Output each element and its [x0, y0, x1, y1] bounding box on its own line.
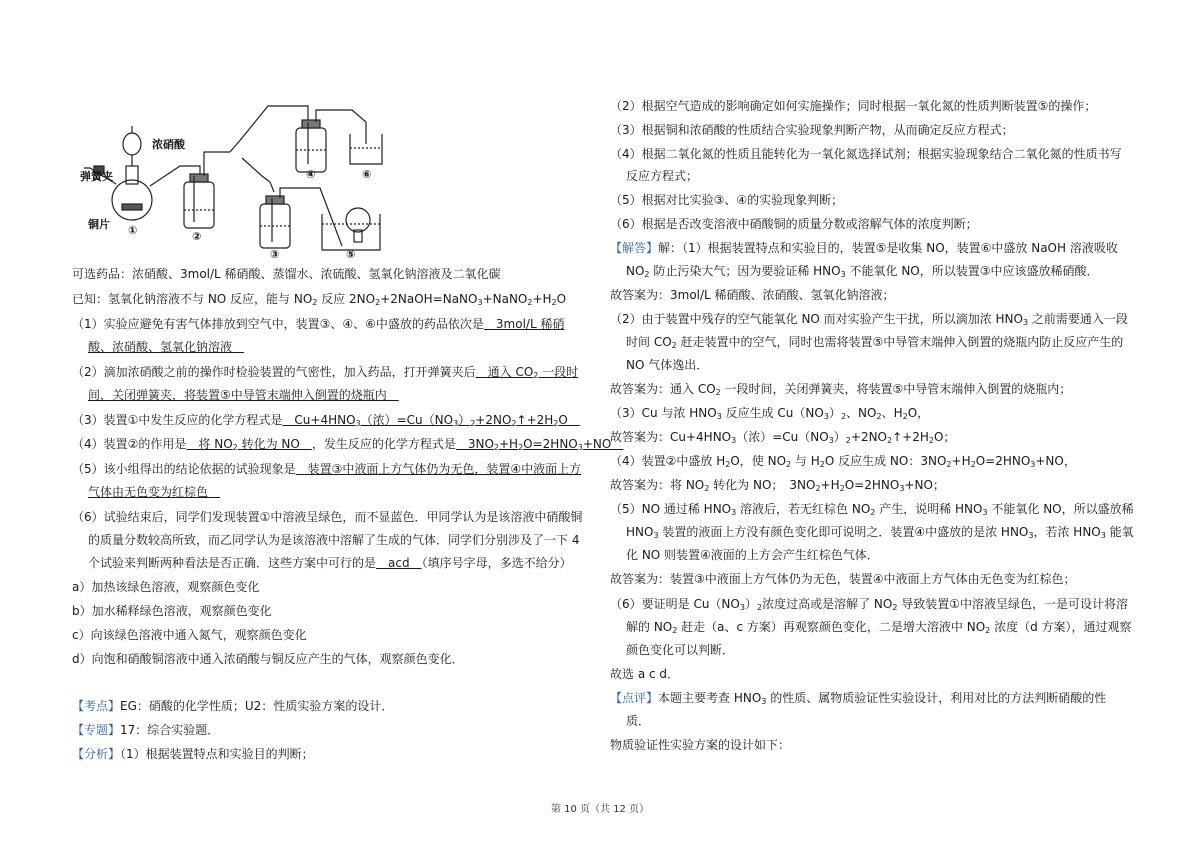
- analysis-5: （5）根据对比实验③、④的实验现象判断；: [610, 193, 844, 207]
- label-clip: 弹簧夹: [80, 170, 113, 183]
- label-acid: 浓硝酸: [152, 138, 185, 151]
- solution-3: （3）Cu 与浓 $HNO_3$ 反应生成 $Cu(NO_3)_2$、$NO_2$、$H_2O$，: [610, 406, 930, 421]
- analysis-4-line1: （4）根据二氧化氮的性质且能转化为一氧化氮选择试剂；根据实验现象结合二氧化氮的性质书写: [610, 147, 1122, 161]
- bottle-2: [184, 182, 214, 228]
- answer-4: 故答案为：将 $NO_2$ 转化为 NO； $3NO_2+H_2O=2HNO_3+NO$；: [610, 478, 945, 493]
- trough-5: [322, 214, 380, 250]
- q6-line2: 的质量分数较高所致，而乙同学认为是该溶液中溶解了生成的气体．同学们分别涉及了一下 4: [88, 533, 580, 547]
- label-num-1: ①: [128, 224, 138, 237]
- option-b: b）加水稀释绿色溶液，观察颜色变化: [72, 604, 272, 618]
- answer-3: 故答案为：$Cu+4HNO_3$（浓）$=Cu(NO_3)_2+2NO_2↑+2H_2O$；: [610, 430, 956, 445]
- answer-2: 故答案为：通入 $CO_2$ 一段时间，关闭弹簧夹，将装置⑤中导管末端伸入倒置的烧瓶内；: [610, 382, 1072, 397]
- q3-line: （3）装置①中发生反应的化学方程式是 $Cu+4HNO_3$（浓）$=Cu(NO_3)_2+2NO_2↑+2H_2O$: [72, 413, 580, 428]
- q2-line2: 间，关闭弹簧夹，将装置⑤中导管末端伸入倒置的烧瓶内: [88, 388, 399, 402]
- solution-2-line3: NO 气体逸出．: [626, 358, 709, 372]
- q2-line1: （2）滴加浓硝酸之前的操作时检验装置的气密性，加入药品，打开弹簧夹后 通入 $CO_2$ 一段时: [72, 365, 579, 380]
- known-line: 已知：氢氧化钠溶液不与 NO 反应，能与 $NO_2$ 反应 $2NO_2+2NaOH=NaNO_3+NaNO_2+H_2O$: [72, 292, 567, 307]
- q6-line1: （6）试验结束后，同学们发现装置①中溶液呈绿色，而不显蓝色．甲同学认为是该溶液中硝酸铜: [72, 510, 583, 524]
- q5-line1: （5）该小组得出的结论依据的试验现象是 装置③中液面上方气体仍为无色，装置④中液面上方: [72, 462, 582, 476]
- solution-5-line1: （5）NO 通过稀 $HNO_3$ 溶液后，若无红棕色 $NO_2$ 产生，说明稀 $HNO_3$ 不能氧化 NO，所以盛放稀: [610, 502, 1134, 517]
- solution-6-line2: 解的 $NO_2$ 赶走（a、c 方案）再观察颜色变化，二是增大溶液中 $NO_2$ 浓度（d 方案），通过观察: [626, 620, 1132, 635]
- comment-line1: 【点评】本题主要考查 $HNO_3$ 的性质、属物质验证性实验设计，利用对比的方法判断硝酸的性: [610, 691, 1107, 706]
- answer-5: 故答案为：装置③中液面上方气体仍为无色，装置④中液面上方气体由无色变为红棕色；: [610, 572, 1076, 586]
- apparatus-diagram: [80, 92, 390, 262]
- answer-6: 故选 a c d．: [610, 667, 680, 681]
- solution-4: （4）装置②中盛放 $H_2O$，使 $NO_2$ 与 $H_2O$ 反应生成 NO：$3NO_2+H_2O=2HNO_3+NO$，: [610, 454, 1076, 469]
- solution-6-line3: 颜色变化可以判断．: [626, 643, 735, 657]
- label-num-2: ②: [192, 230, 202, 243]
- flask-1: [112, 180, 152, 220]
- kaodian-line: 【考点】EG：硝酸的化学性质；U2：性质实验方案的设计．: [72, 699, 394, 713]
- solution-2-line2: 时间 $CO_2$ 赶走装置中的空气，同时也需将装置⑤中导管末端伸入倒置的烧瓶内防止反应产生的: [626, 335, 1124, 350]
- analysis-4-line2: 反应方程式；: [626, 169, 699, 183]
- page-footer: 第 10 页（共 12 页）: [550, 804, 650, 815]
- label-num-4: ④: [306, 168, 316, 181]
- design-intro: 物质验证性实验方案的设计如下：: [610, 738, 791, 752]
- q5-line2: 气体由无色变为红棕色: [88, 485, 221, 499]
- fenxi-line: 【分析】（1）根据装置特点和实验目的判断；: [72, 747, 314, 761]
- option-a: a）加热该绿色溶液，观察颜色变化: [72, 580, 260, 594]
- option-d: d）向饱和硝酸铜溶液中通入浓硝酸与铜反应产生的气体，观察颜色变化．: [72, 652, 464, 666]
- option-c: c）向该绿色溶液中通入氮气，观察颜色变化: [72, 628, 307, 642]
- q6-line3: 个试验来判断两种看法是否正确．这些方案中可行的是 acd （填序号字母，多选不给分）: [88, 556, 572, 570]
- label-num-3: ③: [270, 248, 280, 261]
- answer-1: 故答案为：3mol/L 稀硝酸、浓硝酸、氢氧化钠溶液；: [610, 288, 895, 302]
- analysis-3: （3）根据铜和浓硝酸的性质结合实验现象判断产物，从而确定反应方程式；: [610, 123, 1014, 137]
- solution-1-line2: $NO_2$ 防止污染大气；因为要验证稀 $HNO_3$ 不能氧化 NO，所以装置③中应该盛放稀硝酸．: [626, 264, 1099, 279]
- q1-line1: （1）实验应避免有害气体排放到空气中，装置③、④、⑥中盛放的药品依次是 3mol/L 稀硝: [72, 317, 565, 331]
- q4-line: （4）装置②的作用是 将 $NO_2$ 转化为 NO ，发生反应的化学方程式是 $3NO_2+H_2O=2HNO_3+NO$: [72, 437, 624, 452]
- solution-2-line1: （2）由于装置中残存的空气能氧化 NO 而对实验产生干扰，所以滴加浓 $HNO_3$ 之前需要通入一段: [610, 312, 1128, 327]
- label-num-6: ⑥: [362, 168, 372, 181]
- solution-5-line2: $HNO_3$ 装置的液面上方没有颜色变化即可说明之．装置④中盛放的是浓 $HNO_3$，若浓 $HNO_3$ 能氧: [626, 525, 1134, 540]
- comment-line2: 质．: [626, 714, 651, 728]
- solution-1-line1: 【解答】解：（1）根据装置特点和实验目的，装置⑤是收集 NO，装置⑥中盛放 NaOH 溶液吸收: [610, 241, 1118, 255]
- analysis-6: （6）根据是否改变溶液中硝酸铜的质量分数或溶解气体的浓度判断；: [610, 217, 978, 231]
- solution-6-line1: （6）要证明是 $Cu(NO_3)_2$浓度过高或是溶解了 $NO_2$ 导致装置①中溶液呈绿色，一是可设计将溶: [610, 597, 1128, 612]
- label-copper: 铜片: [88, 218, 110, 231]
- reagents-line: 可选药品：浓硝酸、3mol/L 稀硝酸、蒸馏水、浓硫酸、氢氧化钠溶液及二氧化碳: [72, 267, 501, 281]
- zhuanti-line: 【专题】17：综合实验题．: [72, 723, 220, 737]
- label-num-5: ⑤: [346, 248, 356, 261]
- analysis-2: （2）根据空气造成的影响确定如何实施操作；同时根据一氧化氮的性质判断装置⑤的操作；: [610, 99, 1097, 113]
- q1-line2: 酸、浓硝酸、氢氧化钠溶液: [88, 340, 245, 354]
- solution-5-line3: 化 NO 则装置④液面的上方会产生红棕色气体．: [626, 548, 879, 562]
